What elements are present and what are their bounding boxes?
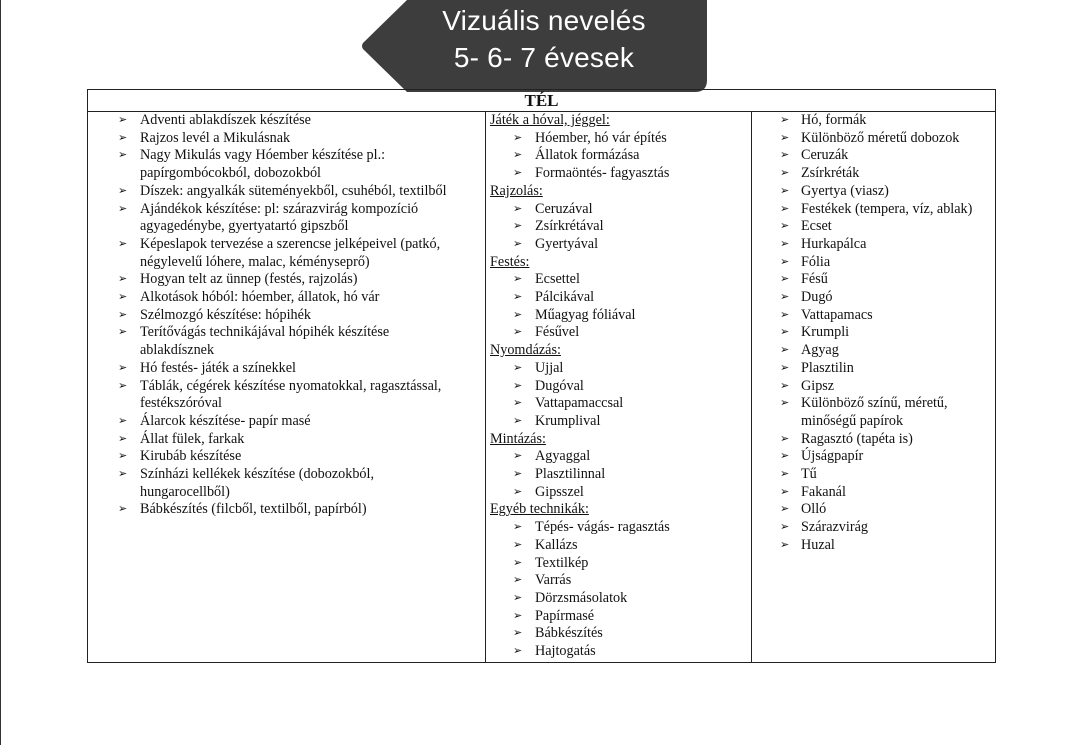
arrow-bullet-icon: ➢ <box>780 397 790 410</box>
technique-section-title: Festés: <box>490 253 530 270</box>
list-item-text: Tépés- vágás- ragasztás <box>535 519 670 536</box>
arrow-bullet-icon: ➢ <box>780 450 790 463</box>
list-item-text: négylevelű lóhere, malac, kéményseprő) <box>140 253 370 270</box>
list-item <box>88 378 485 413</box>
arrow-bullet-icon: ➢ <box>118 291 128 304</box>
list-item-text: Gyertya (viasz) <box>801 182 889 199</box>
list-item-text: minőségű papírok <box>801 412 904 429</box>
left-border-line <box>0 0 1 745</box>
list-item <box>88 413 485 431</box>
arrow-bullet-icon: ➢ <box>513 237 523 250</box>
list-item-text: Álarcok készítése- papír masé <box>140 412 311 429</box>
arrow-bullet-icon: ➢ <box>513 220 523 233</box>
list-item <box>486 413 751 431</box>
list-item <box>486 271 751 289</box>
list-item <box>486 484 751 502</box>
list-item <box>486 555 751 573</box>
arrow-bullet-icon: ➢ <box>118 308 128 321</box>
techniques-list <box>486 112 751 661</box>
list-item <box>88 183 485 201</box>
list-item-text: Adventi ablakdíszek készítése <box>140 112 311 128</box>
list-item-text: Hajtogatás <box>535 643 596 660</box>
arrow-bullet-icon: ➢ <box>513 131 523 144</box>
list-item-text: Festékek (tempera, víz, ablak) <box>801 200 973 217</box>
season-table <box>87 89 996 663</box>
list-item-text: Hogyan telt az ünnep (festés, rajzolás) <box>140 271 358 288</box>
arrow-bullet-icon: ➢ <box>780 538 790 551</box>
list-item-text: Bábkészítés <box>535 625 603 642</box>
list-item-text: Ceruzával <box>535 200 593 217</box>
list-item <box>88 289 485 307</box>
arrow-bullet-icon: ➢ <box>118 184 128 197</box>
arrow-bullet-icon: ➢ <box>780 273 790 286</box>
list-item <box>752 448 997 466</box>
arrow-bullet-icon: ➢ <box>513 627 523 640</box>
list-item <box>486 608 751 626</box>
list-item <box>88 112 485 130</box>
arrow-bullet-icon: ➢ <box>513 273 523 286</box>
list-item-text: Fésűvel <box>535 324 580 341</box>
technique-section-title: Nyomdázás: <box>490 342 561 359</box>
list-item-text: Fólia <box>801 253 831 270</box>
list-item <box>752 466 997 484</box>
list-item <box>486 590 751 608</box>
techniques-column <box>485 112 751 662</box>
arrow-bullet-icon: ➢ <box>118 237 128 250</box>
list-item <box>752 271 997 289</box>
list-item-text: Dörzsmásolatok <box>535 589 628 606</box>
list-item <box>486 201 751 219</box>
arrow-bullet-icon: ➢ <box>513 645 523 658</box>
list-item <box>486 360 751 378</box>
technique-section-title: Mintázás: <box>490 430 546 447</box>
list-item <box>752 165 997 183</box>
arrow-bullet-icon: ➢ <box>118 149 128 162</box>
list-item <box>486 448 751 466</box>
list-item-text: Vattapamaccsal <box>535 395 624 412</box>
list-item <box>752 307 997 325</box>
list-item-text: Állatok formázása <box>535 147 640 164</box>
list-item-text: ablakdísznek <box>140 342 215 359</box>
list-item <box>88 130 485 148</box>
list-item <box>752 324 997 342</box>
list-item-text: Gipsz <box>801 377 835 394</box>
arrow-bullet-icon: ➢ <box>118 503 128 516</box>
list-item-text: Hurkapálca <box>801 235 867 252</box>
list-item <box>88 324 485 359</box>
banner-title <box>381 2 707 76</box>
list-item <box>752 378 997 396</box>
list-item-text: Ceruzák <box>801 147 849 164</box>
list-item-text: agyagedénybe, gyertyatartó gipszből <box>140 218 349 235</box>
arrow-bullet-icon: ➢ <box>780 361 790 374</box>
arrow-bullet-icon: ➢ <box>780 344 790 357</box>
arrow-bullet-icon: ➢ <box>118 468 128 481</box>
arrow-bullet-icon: ➢ <box>780 220 790 233</box>
arrow-bullet-icon: ➢ <box>780 468 790 481</box>
list-item <box>88 271 485 289</box>
list-item-text: Fésű <box>801 271 828 288</box>
list-item-text: hungarocellből) <box>140 483 230 500</box>
list-item <box>486 147 751 165</box>
arrow-bullet-icon: ➢ <box>513 574 523 587</box>
list-item <box>88 307 485 325</box>
list-item-text: Zsírkrétával <box>535 218 604 235</box>
arrow-bullet-icon: ➢ <box>513 149 523 162</box>
list-item <box>752 201 997 219</box>
list-item <box>752 342 997 360</box>
list-item-text: Olló <box>801 501 827 518</box>
list-item <box>486 218 751 236</box>
list-item <box>752 519 997 537</box>
list-item <box>486 307 751 325</box>
list-item-text: festékszóróval <box>140 395 222 412</box>
list-item-text: Díszek: angyalkák süteményekből, csuhéból, textilből <box>140 182 447 199</box>
list-item <box>752 183 997 201</box>
list-item <box>486 519 751 537</box>
list-item-text: Agyag <box>801 342 839 359</box>
list-item-text: Varrás <box>535 572 572 589</box>
list-item <box>486 130 751 148</box>
arrow-bullet-icon: ➢ <box>513 167 523 180</box>
technique-section-items <box>486 448 751 501</box>
list-item-text: Hó festés- játék a színekkel <box>140 359 297 376</box>
list-item <box>88 360 485 378</box>
list-item-text: Állat fülek, farkak <box>140 430 245 447</box>
arrow-bullet-icon: ➢ <box>513 538 523 551</box>
list-item <box>88 236 485 271</box>
arrow-bullet-icon: ➢ <box>118 414 128 427</box>
list-item-text: Vattapamacs <box>801 306 873 323</box>
list-item-text: Gyertyával <box>535 235 599 252</box>
list-item-text: Ragasztó (tapéta is) <box>801 430 913 447</box>
list-item-text: Textilkép <box>535 554 589 571</box>
list-item <box>752 147 997 165</box>
list-item <box>752 431 997 449</box>
arrow-bullet-icon: ➢ <box>780 167 790 180</box>
arrow-bullet-icon: ➢ <box>513 556 523 569</box>
list-item <box>752 395 997 430</box>
list-item-text: Kirubáb készítése <box>140 448 242 465</box>
list-item <box>752 236 997 254</box>
arrow-bullet-icon: ➢ <box>513 379 523 392</box>
arrow-bullet-icon: ➢ <box>513 308 523 321</box>
arrow-bullet-icon: ➢ <box>513 326 523 339</box>
list-item-text: Rajzos levél a Mikulásnak <box>140 129 291 146</box>
technique-section-items <box>486 360 751 431</box>
list-item-text: Bábkészítés (filcből, textilből, papírból) <box>140 501 367 518</box>
arrow-bullet-icon: ➢ <box>780 521 790 534</box>
list-item-text: Nagy Mikulás vagy Hóember készítése pl.: <box>140 147 386 164</box>
arrow-bullet-icon: ➢ <box>780 308 790 321</box>
list-item-text: Krumpli <box>801 324 850 341</box>
list-item-text: Különböző méretű dobozok <box>801 129 960 146</box>
banner-title-line2: 5- 6- 7 évesek <box>453 42 635 73</box>
list-item-text: Dugóval <box>535 377 584 394</box>
list-item-text: Hó, formák <box>801 112 867 128</box>
list-item-text: Pálcikával <box>535 289 595 306</box>
list-item-text: papírgombócokból, dobozokból <box>140 165 322 182</box>
technique-section-items <box>486 519 751 661</box>
technique-section-title: Egyéb technikák: <box>490 501 589 518</box>
list-item-text: Fakanál <box>801 483 846 500</box>
list-item <box>486 643 751 661</box>
arrow-bullet-icon: ➢ <box>780 131 790 144</box>
arrow-bullet-icon: ➢ <box>780 379 790 392</box>
list-item-text: Plasztilinnal <box>535 466 606 483</box>
list-item-text: Újságpapír <box>801 448 864 465</box>
materials-column <box>751 112 997 662</box>
arrow-bullet-icon: ➢ <box>513 291 523 304</box>
list-item-text: Ajándékok készítése: pl: szárazvirág kompozíció <box>140 200 419 217</box>
arrow-bullet-icon: ➢ <box>118 114 128 126</box>
arrow-bullet-icon: ➢ <box>513 450 523 463</box>
arrow-bullet-icon: ➢ <box>780 326 790 339</box>
activities-list <box>88 112 485 519</box>
banner-title-line1: Vizuális nevelés <box>442 5 646 36</box>
list-item-text: Ecset <box>801 218 832 235</box>
list-item <box>486 236 751 254</box>
arrow-bullet-icon: ➢ <box>513 414 523 427</box>
arrow-bullet-icon: ➢ <box>513 591 523 604</box>
list-item-text: Formaöntés- fagyasztás <box>535 165 670 182</box>
list-item-text: Ecsettel <box>535 271 580 288</box>
arrow-bullet-icon: ➢ <box>513 521 523 534</box>
list-item-text: Ujjal <box>535 359 564 376</box>
arrow-bullet-icon: ➢ <box>780 237 790 250</box>
list-item-text: Színházi kellékek készítése (dobozokból, <box>140 466 375 483</box>
list-item-text: Zsírkréták <box>801 165 860 182</box>
arrow-bullet-icon: ➢ <box>780 291 790 304</box>
arrow-bullet-icon: ➢ <box>780 503 790 516</box>
list-item <box>88 448 485 466</box>
list-item-text: Plasztilin <box>801 359 854 376</box>
list-item-text: Agyaggal <box>535 448 591 465</box>
list-item <box>88 466 485 501</box>
arrow-bullet-icon: ➢ <box>118 273 128 286</box>
list-item <box>88 501 485 519</box>
arrow-bullet-icon: ➢ <box>118 326 128 339</box>
list-item <box>486 165 751 183</box>
list-item-text: Huzal <box>801 536 835 553</box>
list-item-text: Dugó <box>801 289 833 306</box>
list-item-text: Hóember, hó vár építés <box>535 129 667 146</box>
list-item <box>486 572 751 590</box>
technique-section-title: Játék a hóval, jéggel: <box>490 112 610 128</box>
list-item-text: Kallázs <box>535 536 578 553</box>
arrow-bullet-icon: ➢ <box>780 149 790 162</box>
arrow-bullet-icon: ➢ <box>780 202 790 215</box>
table-heading: TÉL <box>88 90 995 112</box>
list-item <box>486 395 751 413</box>
arrow-bullet-icon: ➢ <box>513 202 523 215</box>
arrow-bullet-icon: ➢ <box>780 255 790 268</box>
list-item-text: Képeslapok tervezése a szerencse jelképeivel (patkó, <box>140 235 441 252</box>
list-item-text: Szélmozgó készítése: hópihék <box>140 306 311 323</box>
list-item-text: Szárazvirág <box>801 519 868 536</box>
arrow-bullet-icon: ➢ <box>118 361 128 374</box>
list-item-text: Tű <box>801 466 817 483</box>
list-item <box>486 324 751 342</box>
title-banner <box>361 0 707 92</box>
list-item-text: Táblák, cégérek készítése nyomatokkal, ragasztással, <box>140 377 442 394</box>
list-item <box>88 431 485 449</box>
arrow-bullet-icon: ➢ <box>780 485 790 498</box>
list-item-text: Papírmasé <box>535 607 595 624</box>
arrow-bullet-icon: ➢ <box>780 432 790 445</box>
list-item <box>752 360 997 378</box>
arrow-bullet-icon: ➢ <box>780 114 790 126</box>
list-item-text: Krumplival <box>535 412 601 429</box>
arrow-bullet-icon: ➢ <box>118 450 128 463</box>
technique-section-title: Rajzolás: <box>490 182 543 199</box>
list-item <box>752 112 997 130</box>
list-item <box>752 289 997 307</box>
arrow-bullet-icon: ➢ <box>118 202 128 215</box>
arrow-bullet-icon: ➢ <box>118 432 128 445</box>
technique-section-items <box>486 271 751 342</box>
arrow-bullet-icon: ➢ <box>513 361 523 374</box>
list-item <box>88 147 485 182</box>
activities-column <box>88 112 485 662</box>
arrow-bullet-icon: ➢ <box>118 379 128 392</box>
list-item <box>486 537 751 555</box>
list-item <box>752 537 997 555</box>
materials-list <box>752 112 997 555</box>
arrow-bullet-icon: ➢ <box>780 184 790 197</box>
arrow-bullet-icon: ➢ <box>513 468 523 481</box>
list-item <box>486 289 751 307</box>
arrow-bullet-icon: ➢ <box>513 397 523 410</box>
list-item-text: Terítővágás technikájával hópihék készítése <box>140 324 390 341</box>
list-item-text: Gipsszel <box>535 483 584 500</box>
list-item <box>486 625 751 643</box>
arrow-bullet-icon: ➢ <box>513 609 523 622</box>
list-item <box>752 130 997 148</box>
list-item <box>752 484 997 502</box>
list-item <box>752 218 997 236</box>
list-item <box>752 501 997 519</box>
list-item-text: Műagyag fóliával <box>535 306 636 323</box>
list-item-text: Különböző színű, méretű, <box>801 395 948 412</box>
list-item <box>88 201 485 236</box>
list-item <box>752 254 997 272</box>
arrow-bullet-icon: ➢ <box>513 485 523 498</box>
arrow-bullet-icon: ➢ <box>118 131 128 144</box>
technique-section-items <box>486 130 751 183</box>
technique-section-items <box>486 201 751 254</box>
list-item <box>486 378 751 396</box>
list-item <box>486 466 751 484</box>
list-item-text: Alkotások hóból: hóember, állatok, hó vár <box>140 289 380 306</box>
